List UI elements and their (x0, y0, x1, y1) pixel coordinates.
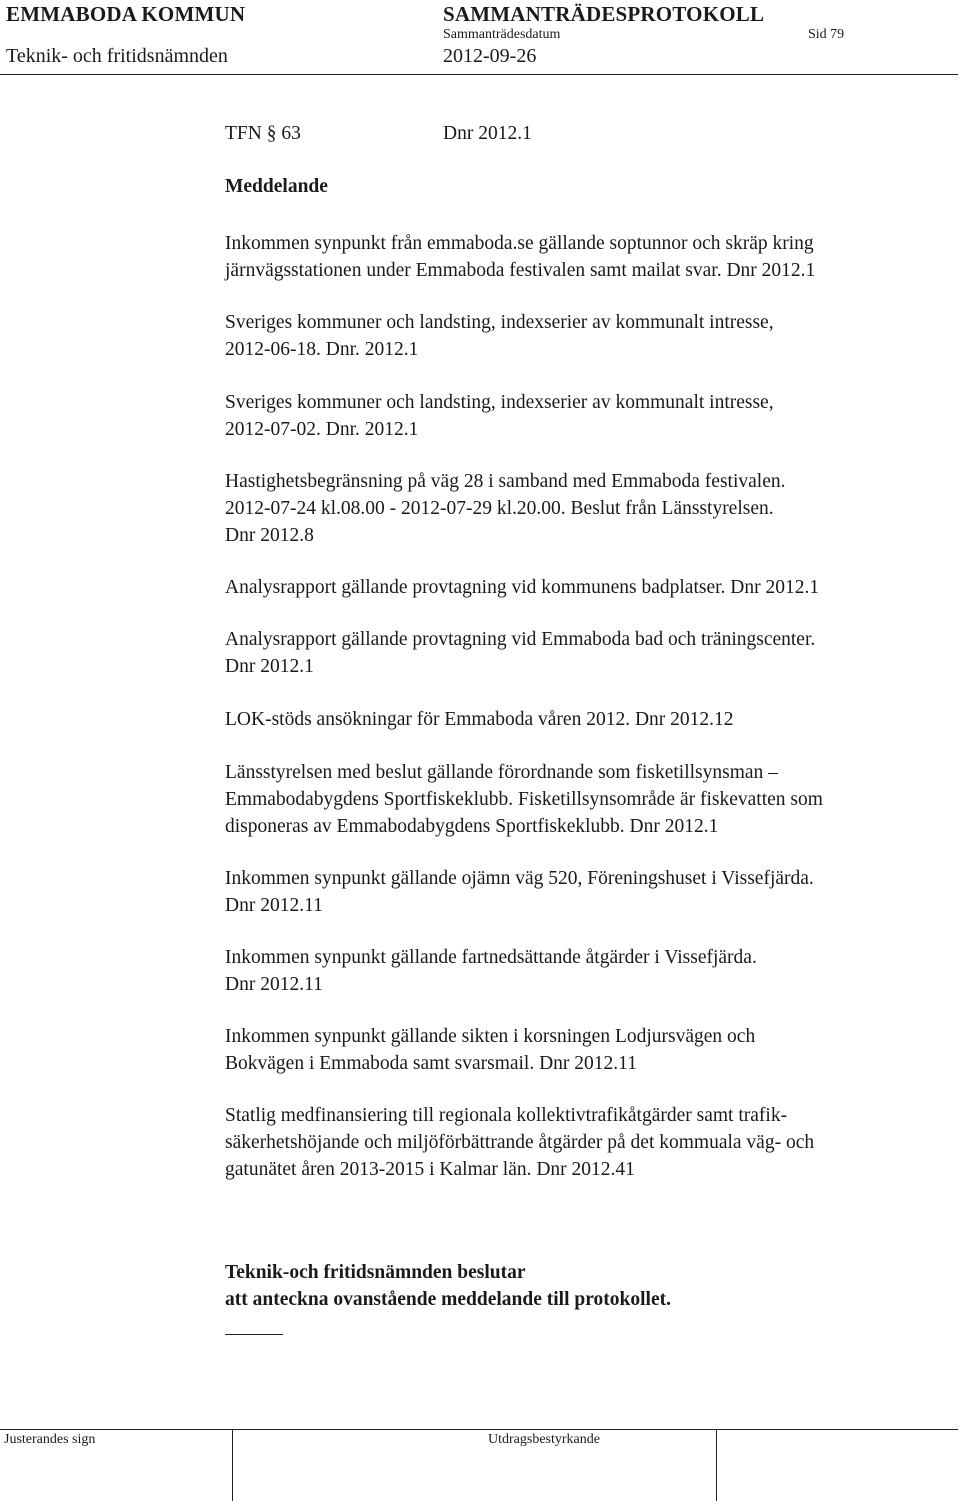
paragraph-5 (225, 574, 945, 601)
paragraph-4 (225, 468, 945, 549)
footer-justerandes-sign: Justerandes sign (4, 1432, 96, 1447)
item-dnr: Dnr 2012.1 (443, 123, 532, 144)
paragraph-line: Emmabodabygdens Sportfiskeklubb. Fisketillsynsområde är fiskevatten som (225, 789, 823, 810)
paragraph-3 (225, 389, 945, 443)
paragraph-line: Bokvägen i Emmaboda samt svarsmail. Dnr 2012.11 (225, 1053, 637, 1074)
paragraph-line: Statlig medfinansiering till regionala kollektivtrafikåtgärder samt trafik- (225, 1105, 788, 1126)
paragraph-line: Dnr 2012.1 (225, 656, 314, 677)
paragraph-line: Inkommen synpunkt från emmaboda.se gällande soptunnor och skräp kring (225, 233, 814, 254)
paragraph-line: Analysrapport gällande provtagning vid Emmaboda bad och träningscenter. (225, 629, 816, 650)
meeting-date: 2012-09-26 (443, 45, 537, 67)
paragraph-line: Sveriges kommuner och landsting, indexserier av kommunalt intresse, (225, 392, 774, 413)
paragraph-11 (225, 1023, 945, 1077)
decision-heading: Teknik-och fritidsnämnden beslutar (225, 1262, 526, 1283)
paragraph-line: 2012-06-18. Dnr. 2012.1 (225, 339, 419, 360)
item-number: TFN § 63 (225, 123, 301, 144)
footer-rule (0, 1429, 958, 1430)
footer-divider (232, 1430, 233, 1501)
paragraph-2 (225, 309, 945, 363)
decision-text: att anteckna ovanstående meddelande till protokollet. (225, 1289, 671, 1310)
end-line (225, 1334, 283, 1335)
paragraph-line: Inkommen synpunkt gällande sikten i korsningen Lodjursvägen och (225, 1026, 756, 1047)
paragraph-line: 2012-07-02. Dnr. 2012.1 (225, 419, 419, 440)
paragraph-line: säkerhetshöjande och miljöförbättrande åtgärder på det kommuala väg- och (225, 1132, 815, 1153)
item-title: Meddelande (225, 176, 328, 197)
paragraph-9 (225, 865, 945, 919)
paragraph-line: disponeras av Emmabodabygdens Sportfiskeklubb. Dnr 2012.1 (225, 816, 719, 837)
header-rule (0, 74, 958, 75)
paragraph-12 (225, 1102, 945, 1183)
paragraph-line: Hastighetsbegränsning på väg 28 i samband med Emmaboda festivalen. (225, 471, 786, 492)
paragraph-line: Dnr 2012.11 (225, 895, 323, 916)
paragraph-line: Länsstyrelsen med beslut gällande förordnande som fisketillsynsman – (225, 762, 778, 783)
paragraph-line: Dnr 2012.8 (225, 525, 314, 546)
date-label: Sammanträdesdatum (443, 27, 561, 42)
paragraph-7 (225, 706, 945, 733)
document-type: SAMMANTRÄDESPROTOKOLL (443, 2, 765, 26)
page-number: Sid 79 (808, 27, 845, 42)
committee-name: Teknik- och fritidsnämnden (6, 45, 228, 67)
paragraph-line: Inkommen synpunkt gällande fartnedsättande åtgärder i Vissefjärda. (225, 947, 757, 968)
paragraph-6 (225, 626, 945, 680)
paragraph-line: LOK-stöds ansökningar för Emmaboda våren 2012. Dnr 2012.12 (225, 709, 734, 730)
paragraph-line: järnvägsstationen under Emmaboda festivalen samt mailat svar. Dnr 2012.1 (225, 260, 816, 281)
paragraph-8 (225, 759, 945, 840)
footer-divider (716, 1430, 717, 1501)
paragraph-10 (225, 944, 945, 998)
paragraph-line: Dnr 2012.11 (225, 974, 323, 995)
paragraph-1 (225, 230, 945, 284)
paragraph-line: 2012-07-24 kl.08.00 - 2012-07-29 kl.20.00. Beslut från Länsstyrelsen. (225, 498, 774, 519)
paragraph-line: Sveriges kommuner och landsting, indexserier av kommunalt intresse, (225, 312, 774, 333)
paragraph-line: gatunätet åren 2013-2015 i Kalmar län. Dnr 2012.41 (225, 1159, 635, 1180)
paragraph-line: Analysrapport gällande provtagning vid kommunens badplatser. Dnr 2012.1 (225, 577, 820, 598)
paragraph-line: Inkommen synpunkt gällande ojämn väg 520, Föreningshuset i Vissefjärda. (225, 868, 814, 889)
footer-utdragsbestyrkande: Utdragsbestyrkande (488, 1432, 600, 1447)
org-name: EMMABODA KOMMUN (6, 2, 246, 26)
